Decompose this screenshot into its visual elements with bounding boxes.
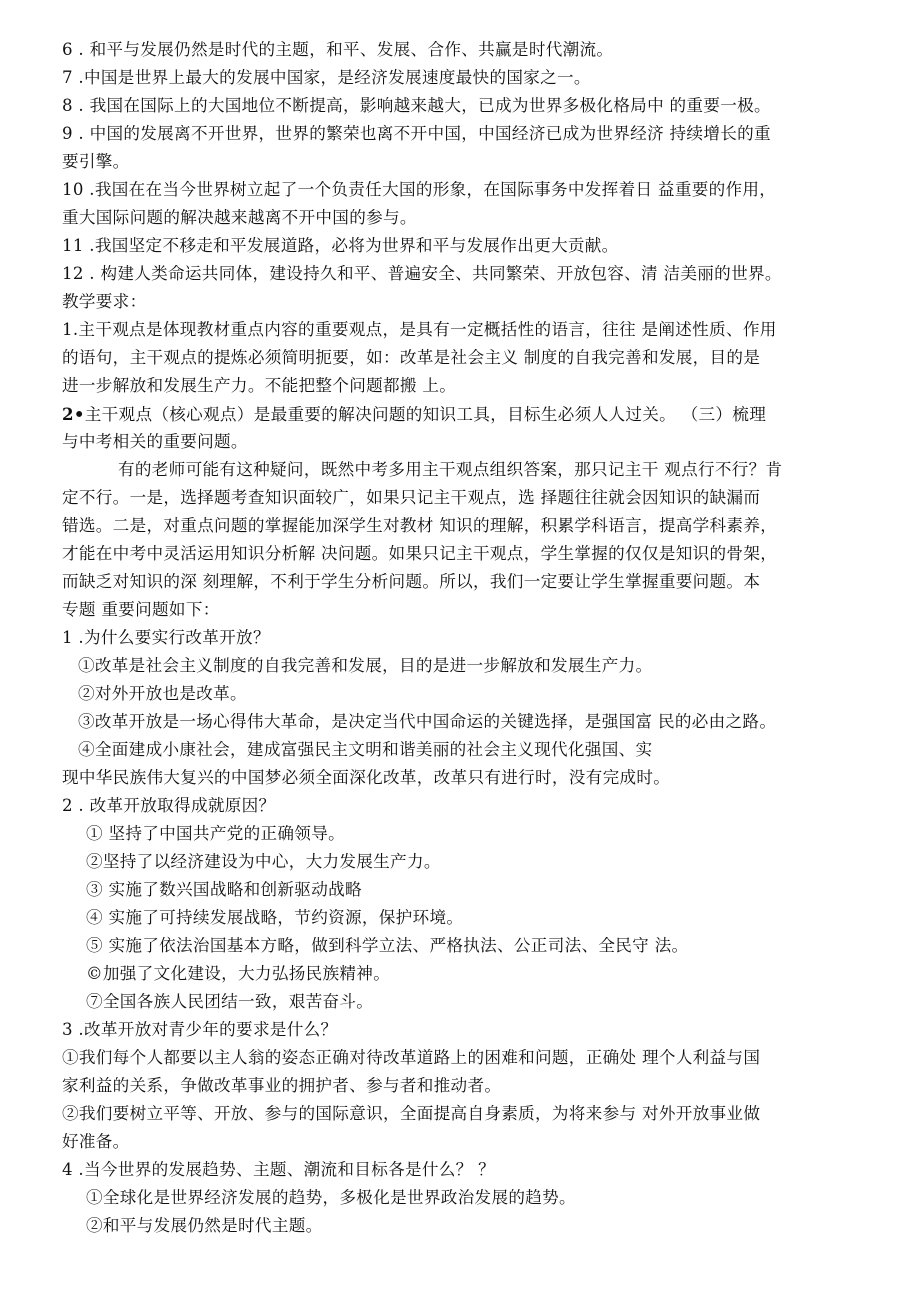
text-line: ②坚持了以经济建设为中心，大力发展生产力。 [86, 852, 441, 871]
text-line: ①我们每个人都要以主人翁的姿态正确对待改革道路上的困难和问题，正确处 理个人利益与国 [62, 1048, 761, 1067]
text-line: 与中考相关的重要问题。 [62, 432, 248, 451]
text-line: 4 .当今世界的发展趋势、主题、潮流和目标各是什么？ ？ [62, 1160, 496, 1179]
text-line: 1 .为什么要实行改革开放？ [62, 628, 270, 647]
text-line: 8 . 我国在国际上的大国地位不断提高，影响越来越大，已成为世界多极化格局中 的重要一极。 [62, 96, 771, 115]
text-line: ⑦全国各族人民团结一致，艰苦奋斗。 [86, 992, 374, 1011]
text-line: ①全球化是世界经济发展的趋势，多极化是世界政治发展的趋势。 [86, 1188, 576, 1207]
item-text: 主干观点（核心观点）是最重要的解决问题的知识工具，目标生必须人人过关。 （三）梳理 [84, 405, 767, 424]
text-line: 11 .我国坚定不移走和平发展道路，必将为世界和平与发展作出更大贡献。 [62, 236, 619, 255]
text-line: ① 坚持了中国共产党的正确领导。 [86, 824, 345, 843]
text-line: ©加强了文化建设，大力弘扬民族精神。 [86, 964, 391, 983]
text-line: ④全面建成小康社会，建成富强民主文明和谐美丽的社会主义现代化强国、实 [78, 740, 653, 759]
text-line: 10 .我国在在当今世界树立起了一个负责任大国的形象，在国际事务中发挥着日 益重要的作用， [62, 180, 777, 199]
text-line: 教学要求： [62, 292, 147, 311]
text-line: 2 . 改革开放取得成就原因？ [62, 796, 276, 815]
text-line: ③ 实施了数兴国战略和创新驱动战略 [86, 880, 362, 899]
text-line: ①改革是社会主义制度的自我完善和发展，目的是进一步解放和发展生产力。 [78, 656, 653, 675]
text-line: 专题 重要问题如下： [62, 600, 220, 619]
text-line: ⑤ 实施了依法治国基本方略，做到科学立法、严格执法、公正司法、全民守 法。 [86, 936, 689, 955]
text-line: 12 . 构建人类命运共同体，建设持久和平、普遍安全、共同繁荣、开放包容、清 洁美丽的世界。 [62, 264, 782, 283]
text-line: 错选。二是，对重点问题的掌握能加深学生对教材 知识的理解，积累学科语言，提高学科素养， [62, 516, 778, 535]
text-line: 而缺乏对知识的深 刻理解，不利于学生分析问题。所以，我们一定要让学生掌握重要问题。本 [62, 572, 761, 591]
text-line: ③改革开放是一场心得伟大革命，是决定当代中国命运的关键选择，是强国富 民的必由之路。 [78, 712, 777, 731]
text-line: ②和平与发展仍然是时代主题。 [86, 1216, 323, 1235]
text-line: 6 . 和平与发展仍然是时代的主题，和平、发展、合作、共赢是时代潮流。 [62, 40, 614, 59]
text-line: 要引擎。 [62, 152, 130, 171]
document-page [62, 36, 884, 1240]
text-line: 现中华民族伟大复兴的中国梦必须全面深化改革，改革只有进行时，没有完成时。 [62, 768, 671, 787]
text-line: 1.主干观点是体现教材重点内容的重要观点，是具有一定概括性的语言，往往 是阐述性质、作用 [62, 320, 777, 339]
text-line: 家利益的关系，争做改革事业的拥护者、参与者和推动者。 [62, 1076, 502, 1095]
text-line: 9 . 中国的发展离不开世界，世界的繁荣也离不开中国，中国经济已成为世界经济 持续增长的重 [62, 124, 771, 143]
text-line: ②对外开放也是改革。 [78, 684, 247, 703]
text-line [62, 400, 884, 428]
text-line: 有的老师可能有这种疑问，既然中考多用主干观点组织答案，那只记主干 观点行不行？肯 [118, 460, 783, 479]
text-line: ④ 实施了可持续发展战略，节约资源，保护环境。 [86, 908, 464, 927]
text-line: 的语句，主干观点的提炼必须简明扼要，如：改革是社会主义 制度的自我完善和发展，目的是 [62, 348, 761, 367]
text-line: 3 .改革开放对青少年的要求是什么？ [62, 1020, 338, 1039]
item-number: 2• [62, 404, 85, 424]
text-line: 好准备。 [62, 1132, 130, 1151]
text-line: ②我们要树立平等、开放、参与的国际意识，全面提高自身素质，为将来参与 对外开放事业做 [62, 1104, 761, 1123]
text-line: 7 .中国是世界上最大的发展中国家，是经济发展速度最快的国家之一。 [62, 68, 591, 87]
text-line: 重大国际问题的解决越来越离不开中国的参与。 [62, 208, 417, 227]
text-line: 定不行。一是，选择题考查知识面较广，如果只记主干观点，选 择题往往就会因知识的缺漏而 [62, 488, 761, 507]
text-line: 进一步解放和发展生产力。不能把整个问题都搬 上。 [62, 376, 457, 395]
text-line: 才能在中考中灵活运用知识分析解 决问题。如果只记主干观点，学生掌握的仅仅是知识的骨架， [62, 544, 778, 563]
